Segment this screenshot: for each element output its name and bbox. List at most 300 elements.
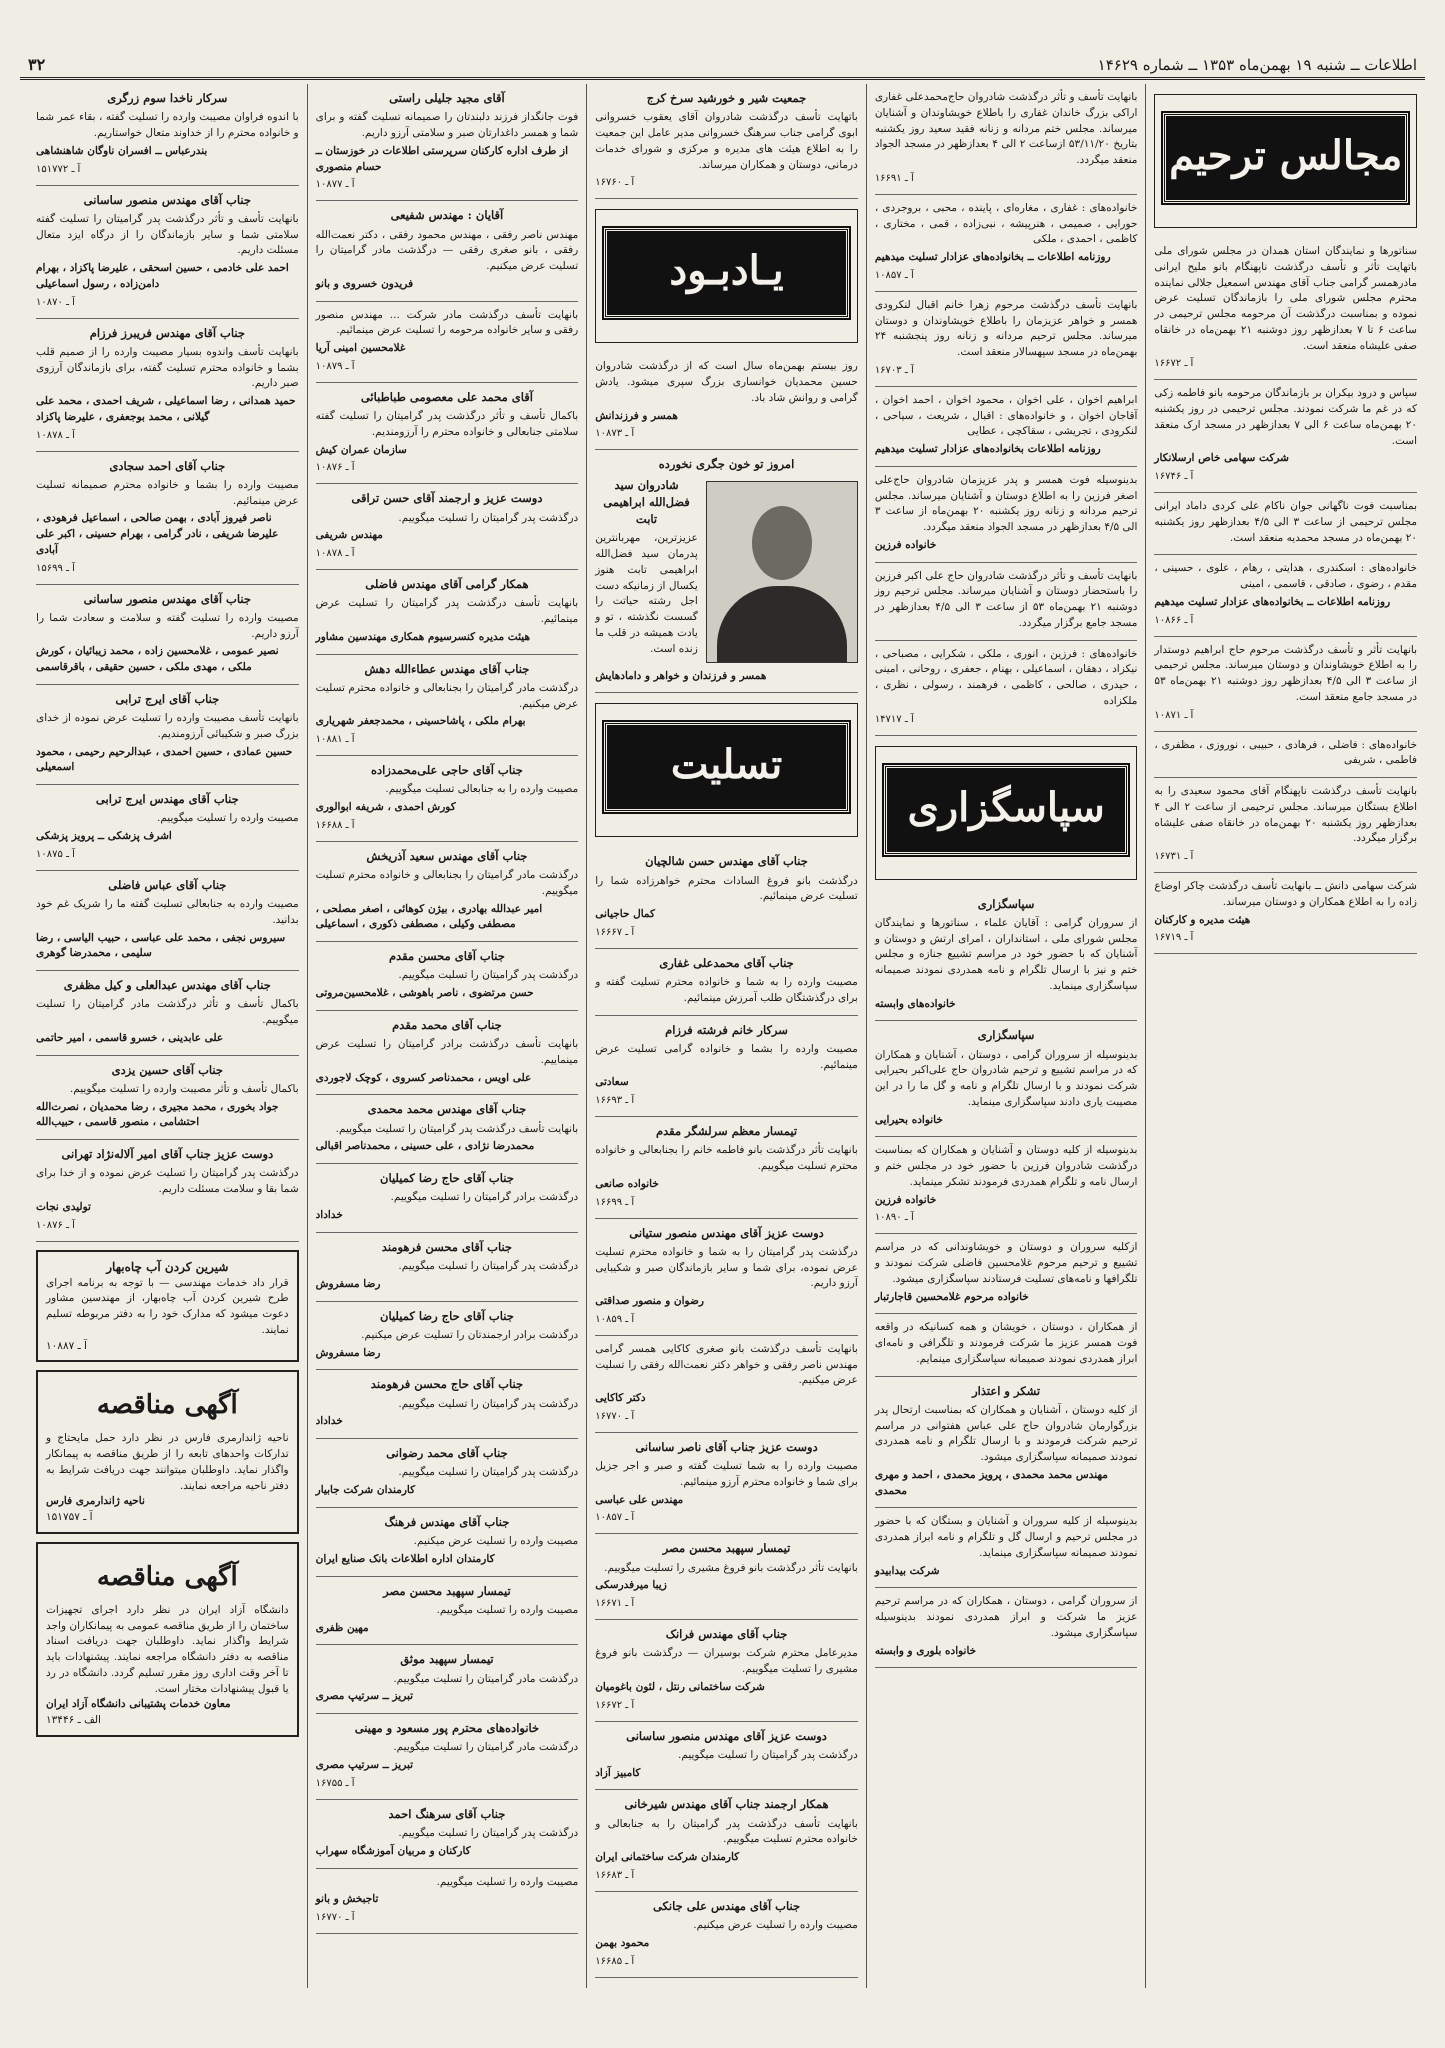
masthead-text: اطلاعات ــ شنبه ۱۹ بهمن‌ماه ۱۳۵۳ ــ شماره ۱۴۶۲۹	[1097, 56, 1417, 74]
notice-sig: خداداد	[315, 1209, 343, 1221]
banner-frame	[595, 703, 858, 837]
notice-title: جناب آقای مهندس علی جانکی	[652, 1898, 801, 1913]
notice-body: باکمال تأسف و تأثر درگذشت پدر گرامیتان را تسلیت گفته سلامتی جنابعالی و خانواده محترم را آرزومندیم.	[315, 410, 579, 438]
notice-sig: مهندس علی عباسی	[595, 1493, 684, 1506]
notice-body: بانهایت تأسف درگذشت پدر گرامیتان را تسلیت میگوییم.	[335, 1122, 579, 1135]
notice-body: باکمال تأسف و تأثر مصیبت وارده را تسلیت میگوییم.	[69, 1082, 299, 1095]
notice	[316, 655, 579, 757]
column-ads	[28, 84, 307, 1988]
notice-code: آ ـ ۱۰۸۷۱	[1154, 709, 1194, 721]
notice-sig: غلامحسین امینی آریا	[315, 342, 406, 354]
notice	[316, 1508, 579, 1577]
notice-code: آ ـ ۱۵۱۷۷۲	[36, 163, 81, 175]
notice-sig: هیئت مدیره کنسرسیوم همکاری مهندسین مشاور	[315, 630, 530, 643]
notice-code: آ ـ ۱۶۶۷۲	[1154, 358, 1194, 370]
notice	[316, 1370, 579, 1439]
notice-body: بانهایت تأسف درگذشت مادر شرکت ... مهندس منصور رفقی و سایر خانواده مرحومه را تسلیت عرض مینمائیم.	[315, 308, 579, 337]
notice-body: مصیبت وارده را بشما و خانواده گرامی تسلیت عرض مینمائیم.	[595, 1042, 858, 1071]
notice-title: جناب آقای حاج رضا کمیلیان	[380, 1171, 514, 1185]
notice	[316, 201, 579, 301]
notice-title: تیمسار سپهبد موثق	[400, 1652, 494, 1667]
notice-title: تشکر و اعتذار	[972, 1383, 1041, 1398]
notice-body: شرکت سهامی دانش ــ بانهایت تأسف درگذشت چاکر اوضاع زاده را به اطلاع همکاران و دوستان میرساند.	[1154, 880, 1417, 908]
notice-body: بانهایت تأسف و تأثر درگذشت شادروان حاج‌محمدعلی غفاری اراکی بزرگ خاندان غفاری را باطلاع خویشاوندان و آشنایان میرساند. مجلس ختم مردانه و زنانه فقید سعید روز یکشنبه بتاریخ ۵۳/۱۱/۲۰ ازساعت ۲ الی ۴ بعدازظهر در مسجد الجواد منعقد میگردد.	[874, 91, 1138, 166]
notice	[595, 1790, 858, 1892]
notice-sig: محمود بهمن	[595, 1936, 650, 1949]
notice-body: مصیبت وارده را تسلیت عرض میکنیم.	[693, 1919, 858, 1931]
notice	[875, 292, 1138, 387]
notice-code: آ ـ ۱۰۸۵۷	[874, 269, 914, 281]
notice-body: بانهایت تأسف درگذشت برادر گرامیتان را تسلیت عرض مینماییم.	[315, 1038, 579, 1066]
notice-title: همکار ارجمند جناب آقای مهندس شیرخانی	[624, 1797, 829, 1812]
notice-code: آ ـ ۱۶۶۹۱	[874, 172, 914, 184]
notice-body: مصیبت وارده را تسلیت عرض میکنیم.	[413, 1535, 579, 1547]
notice-body: از سروران گرامی : آقایان علماء ، سناتورها و نمایندگان مجلس شورای ملی ، استانداران ، امرای ارتش و دوستان و آشنایان که با حضور خود در مراسم تشییع جنازه و مجلس ختم و نیز با ارسال تلگرام و نامه همدردی نمودند صمیمانه سپاسگزاری مینماید.	[874, 916, 1138, 992]
notice-code: آ ـ ۱۶۷۱۹	[1154, 932, 1194, 944]
notice-title: جناب آقای مهندس حسن شالچیان	[645, 854, 808, 869]
notice-body: باکمال تأسف و تأثر درگذشت مادر گرامیتان را تسلیت میگوییم.	[36, 998, 299, 1026]
notice-title: جناب آقای مهندس منصور ساسانی	[83, 591, 251, 606]
notice-body: مصیبت وارده را به شما تسلیت گفته و صبر و اجر جزیل برای شما و خانواده محترم آرزو مینمائیم.	[595, 1460, 858, 1488]
ad-tender-2	[36, 1542, 299, 1737]
portrait-head	[752, 506, 812, 580]
notice	[1154, 778, 1417, 873]
notice-title: همکار گرامی آقای مهندس فاضلی	[365, 577, 529, 591]
notice	[1154, 555, 1417, 636]
notice-sig: مهندس شریفی	[315, 529, 383, 542]
notice	[316, 302, 579, 383]
notice-code: آ ـ ۱۶۷۷۰	[595, 1410, 635, 1422]
notice-sig: روزنامه اطلاعات ــ بخانواده‌های عزادار تسلیت میدهیم	[874, 251, 1111, 263]
banner-sepasgozari: سپاسگزاری	[884, 765, 1129, 855]
notice-body: فوت جانگداز فرزند دلبندتان را صمیمانه تسلیت گفته و برای شما و همسر داغدارتان صبر و سلامتی آرزو داریم.	[315, 111, 579, 139]
notice-title: جناب آقای محمدعلی غفاری	[659, 955, 794, 970]
ad3-title: آگهی مناقصه	[96, 1561, 238, 1592]
notice-body: درگذشت پدر گرامیتان را تسلیت میگوییم.	[398, 969, 579, 982]
notice	[875, 1314, 1138, 1376]
column-condolences	[307, 84, 587, 1988]
notice	[1154, 380, 1417, 493]
notice	[36, 84, 299, 186]
notice	[316, 1714, 579, 1800]
notice-sig: مهندس محمد محمدی ، پرویز محمدی ، احمد و مهری محمدی	[874, 1468, 1108, 1497]
notice-title: جناب آقای احمد سجادی	[109, 458, 226, 473]
notice-title: جناب آقای مهندس ایرج ترابی	[95, 792, 239, 806]
notice-title: جناب آقای محمد رضوانی	[386, 1446, 508, 1460]
notice-sig: کورش احمدی ، شریفه ابوالوری	[315, 801, 456, 813]
notice-code: آ ـ ۱۵۶۹۹	[36, 562, 75, 574]
notice-body: درگذشت پدر گرامیتان را به شما و خانواده محترم تسلیت عرض نموده، برای شما و سایر بازماندگان صبر و شکیبایی آرزو داریم.	[595, 1245, 858, 1290]
notice-body: درگذشت پدر گرامیتان را تسلیت میگوییم.	[398, 1466, 579, 1479]
notice-list	[316, 84, 579, 1934]
notice-list	[875, 84, 1138, 736]
notice-body: خانواده‌های : فاضلی ، فرهادی ، حبیبی ، نوروزی ، مظفری ، فاطمی ، شریفی	[1154, 738, 1417, 767]
notice-title: آقایان : مهندس شفیعی	[390, 208, 504, 223]
notice-title: آقای مجید جلیلی راستی	[389, 91, 505, 105]
ad1-title: شیرین کردن آب چاه‌بهار	[106, 1259, 229, 1274]
notice	[316, 942, 579, 1011]
notice-body: با اندوه فراوان مصیبت وارده را تسلیت گفته ، بقاء عمر شما و خانواده محترم را از خداوند متعال خواستاریم.	[36, 111, 299, 139]
notice	[36, 785, 299, 871]
notice-list	[36, 84, 299, 1242]
notice	[1154, 637, 1417, 732]
notice	[595, 949, 858, 1016]
notice-code: آ ـ ۱۶۷۳۱	[1154, 851, 1194, 862]
notice-body: مصیبت وارده را بشما و خانواده محترم صمیمانه تسلیت عرض مینمائیم.	[36, 478, 299, 507]
notice	[36, 186, 299, 319]
notice-code: آ ـ ۱۶۶۷۲	[595, 1699, 635, 1711]
notice-code: آ ـ ۱۶۷۷۰	[315, 1912, 355, 1923]
notice	[875, 1234, 1138, 1314]
notice-body: مدیرعامل محترم شرکت بوسیران — درگذشت بانو فروغ مشیری را تسلیت میگوییم.	[595, 1647, 858, 1675]
notice-sig: محمدرضا نژادی ، علی حسینی ، محمدناصر اقبالی	[315, 1140, 535, 1153]
notice	[1154, 873, 1417, 954]
notice	[875, 890, 1138, 1022]
notice-sig: زیبا میرفدرسکی	[595, 1579, 667, 1592]
notice-body: درگذشت مادر گرامیتان را بجنابعالی و خانواده محترم تسلیت عرض میکنیم.	[315, 681, 579, 710]
memorial-body: روز بیستم بهمن‌ماه سال است که از درگذشت شادروان حسین محمدیان خوانساری بزرگ سپری میشود. یادش گرامی و روانش شاد باد.	[595, 360, 858, 404]
notice-body: بانهایت تأسف واندوه بسیار مصیبت وارده را از صمیم قلب بشما و خانواده محترم تسلیت گفته، برای بازماندگان آرزوی صبر داریم.	[36, 345, 299, 390]
notice-sig: خانواده فرزین	[874, 538, 937, 551]
banner-frame	[1154, 94, 1417, 228]
notice	[36, 1056, 299, 1141]
column-memorial	[586, 84, 866, 1988]
notice	[316, 1439, 579, 1508]
notice-body: بانهایت تأسف درگذشت پدر گرامیتان را به جنابعالی و خانواده محترم تسلیت میگوییم.	[595, 1817, 858, 1846]
notice-sig: خانواده‌های وابسته	[874, 997, 956, 1010]
ad-water-desalination	[36, 1250, 299, 1363]
notice-sig: نصیر عمومی ، غلامحسین زاده ، محمد زیبائیان ، کورش ملکی ، مهدی ملکی ، حسین حقیقی ، باقرقاسمی	[36, 645, 279, 673]
notice	[875, 467, 1138, 563]
notice	[316, 1800, 579, 1869]
notice	[316, 756, 579, 842]
notice-body: مصیبت وارده را تسلیت گفته و سلامت و سعادت شما را آرزو داریم.	[36, 611, 299, 640]
notice-body: درگذشت بانو فروغ السادات محترم خواهرزاده شما را تسلیت عرض مینمائیم.	[595, 874, 858, 903]
notice-sig: خانواده بحیرایی	[874, 1113, 943, 1126]
notice-sig: علی اویس ، محمدناصر کسروی ، کوچک لاجوردی	[315, 1071, 532, 1084]
ad3-body: دانشگاه آزاد ایران در نظر دارد اجرای تجهیزات ساختمان را از طریق مناقصه عمومی به پیمانکاران واجد شرایط واگذار نماید. داوطلبان جهت دریافت اسناد مناقصه به دفتر دانشگاه مراجعه نمایند. پیشنهادات باید تا آخر وقت اداری روز مقرر تسلیم گردد. دانشگاه در رد یا قبول پیشنهادات مختار است.	[46, 1603, 289, 1695]
notice-code: آ ـ ۱۶۶۸۳	[595, 1869, 635, 1881]
notice-sig: از طرف اداره کارکنان سرپرستی اطلاعات در خوزستان ــ حسام منصوری	[315, 144, 568, 173]
notice-body: خانواده‌های : فرزین ، انوری ، ملکی ، شکرایی ، مصباحی ، نیکزاد ، دهقان ، اسماعیلی ، بهنام ، جعفری ، روحانی ، امینی ، حیدری ، صالحی ، کاظمی ، فرهمند ، رسولی ، نظری ، ملکزاده	[874, 647, 1138, 707]
column-obituaries	[1145, 84, 1425, 1988]
notice-body: خانواده‌های : اسکندری ، هدایتی ، رهام ، علوی ، حسینی ، مقدم ، رضوی ، صادقی ، قاسمی ، امینی	[1154, 562, 1417, 590]
notice-sig: تولیدی نجات	[36, 1200, 91, 1213]
notice-sig: دکتر کاکایی	[595, 1392, 646, 1404]
notice-code: آ ـ ۱۰۸۷۹	[315, 360, 355, 372]
notice-body: مصیبت وارده را تسلیت میگوییم.	[436, 1603, 579, 1616]
notice-code: آ ـ ۱۰۸۷۸	[315, 548, 355, 559]
notice-body: درگذشت پدر گرامیتان را تسلیت میگوییم.	[398, 511, 579, 524]
notice-body: درگذشت مادر گرامیتان را تسلیت میگوییم.	[393, 1672, 579, 1685]
notice-body: بانهایت تأسف مصیبت وارده را تسلیت عرض نموده از خدای بزرگ صبر و شکیبائی آرزومندیم.	[36, 712, 299, 740]
notice-body: بانهایت تأسف و تأثر درگذشت شادروان حاج علی اکبر فرزین را باستحضار دوستان و آشنایان میرساند. مجلس ترحیم روز دوشنبه ۲۱ بهمن‌ماه ۵۳ از ساعت ۳ الی ۴/۵ بعدازظهر در مسجد جامع برگزار میگردد.	[874, 569, 1138, 629]
notice-body: بانهایت تأثر و تأسف درگذشت مرحوم حاج ابراهیم دوستدار را به اطلاع خویشاوندان و دوستان میرساند. مجلس ترحیمی از ساعت ۳ الی ۴/۵ بعدازظهر روز دوشنبه ۲۱ بهمن‌ماه ۵۳ در مسجد جامع منعقد است.	[1154, 643, 1417, 703]
notice-body: بانهایت تأثر درگذشت بانو فاطمه خانم را بجنابعالی و خانواده محترم تسلیت میگوییم.	[595, 1144, 858, 1172]
portrait-sig: همسر و فرزندان و خواهر و دامادهایش	[595, 669, 767, 682]
notice-sig: روزنامه اطلاعات ــ بخانواده‌های عزادار تسلیت میدهیم	[1154, 595, 1391, 608]
notice-title: تیمسار معظم سرلشگر مقدم	[656, 1124, 798, 1138]
notice-code: آ ـ ۱۶۷۶۰	[595, 177, 635, 189]
notice	[595, 1722, 858, 1791]
memorial-code: آ ـ ۱۰۸۷۳	[595, 428, 635, 440]
ad1-code: آ ـ ۱۰۸۸۷	[46, 1339, 87, 1352]
portrait-shoulders	[717, 586, 847, 662]
notice-code: آ ـ ۱۰۸۵۷	[595, 1512, 635, 1524]
notice-body: بدینوسیله از کلیه دوستان و آشنایان و همکاران که بمناسبت درگذشت شادروان فرزین با حضور خود در مجلس ختم و ارسال نامه و تلگرام همدردی فرمودند تشکر مینماید.	[874, 1144, 1138, 1188]
notice	[316, 1233, 579, 1302]
notice-code: آ ـ ۱۰۸۵۹	[595, 1313, 635, 1325]
notice-body: از همکاران ، دوستان ، خویشان و همه کسانیکه در واقعه فوت همسر عزیز ما شرکت فرمودند و تلگرافی و نامه‌ای ابراز همدردی نمودند صمیمانه سپاسگزاری مینمایم.	[874, 1321, 1138, 1365]
notice-sig: خانواده صانعی	[595, 1177, 659, 1190]
notice-sig: شرکت ساختمانی رنتل ، لئون باغومیان	[595, 1680, 765, 1693]
notice-body: مصیبت وارده را تسلیت میگوییم.	[436, 1875, 579, 1888]
notice-sig: ناصر فیروز آبادی ، بهمن صالحی ، اسماعیل فرهودی ، علیرضا شریفی ، نادر گرامی ، بهرام حسینی ، اکبر علی آبادی	[36, 512, 279, 556]
page-number: ۳۲	[28, 55, 46, 74]
notice-title: تیمسار سپهبد محسن مصر	[383, 1583, 511, 1598]
notice-sig: هیئت مدیره و کارکنان	[1154, 913, 1251, 926]
notice-body: بدینوسیله فوت همسر و پدر عزیزمان شادروان حاج‌علی اصغر فرزین را به اطلاع دوستان و آشنایان میرساند. مجلس ترحیم مردانه و زنانه روز یکشنبه ۲۰ بهمن‌ماه از ساعت ۳ الی ۴/۵ بعدازظهر در مسجد الجواد منعقد میگردد.	[874, 473, 1138, 533]
notice-body: باتهایت تأسف درگذشت شادروان آقای یعقوب خسروانی ابوی گرامی جناب سرهنگ خسروانی مدیر عامل این جمعیت را به اطلاع هیئت های مدیره و مرکزی و شورای خدمات درمانی، دوستان و همکاران میرساند.	[595, 111, 858, 171]
notice	[36, 685, 299, 785]
notice-title: دوست عزیز جناب آقای ناصر ساسانی	[635, 1439, 818, 1454]
notice	[1154, 238, 1417, 380]
notice-title: جناب آقای محسن فرهومند	[381, 1239, 513, 1254]
notice-sig: کارکنان و مربیان آموزشگاه سهراب	[315, 1844, 471, 1857]
notice-code: آ ـ ۱۶۶۸۵	[595, 1955, 635, 1967]
notice-sig: سیروس نجفی ، محمد علی عباسی ، حبیب الیاسی ، رضا سلیمی ، محمدرضا گوهری	[36, 931, 286, 960]
notice-sig: کمال حاجیانی	[595, 908, 655, 920]
notice-title: جناب آقای حاج رضا کمیلیان	[380, 1308, 514, 1323]
notice-code: آ ـ ۱۶۷۵۵	[315, 1777, 355, 1789]
notice	[875, 1137, 1138, 1234]
notice-body: درگذشت پدر گرامیتان را تسلیت میگوییم.	[678, 1748, 858, 1761]
banner-frame	[875, 746, 1138, 880]
ad1-body: قرار داد خدمات مهندسی — با توجه به برنامه اجرای طرح شیرین کردن آب چاه‌بهار، از مهندسین مشاور دعوت میشود که مدارک خود را به دفتر مربوطه تسلیم نمایند.	[46, 1276, 289, 1336]
notice-sig: مهین ظفری	[315, 1621, 369, 1634]
notice-body: بمناسبت فوت ناگهانی جوان ناکام علی کردی داماد ایرانی مجلس ترحیمی از ساعت ۳ الی ۴/۵ بعدازظهر روز یکشنبه ۲۰ بهمن‌ماه در مسجد محمدیه منعقد است.	[1154, 500, 1417, 544]
banner-tasliat: تسلیت	[604, 722, 849, 812]
notice	[875, 1508, 1138, 1588]
notice-body: بانهایت تأسف درگذشت بانو صغری کاکایی همسر گرامی مهندس ناصر رفقی و خواهر دکتر نعمت‌الله رفقی را تسلیت عرض میکنیم.	[595, 1342, 858, 1387]
notice-title: جناب آقای مهندس سعید آذریخش	[366, 848, 528, 863]
notice-title: جناب آقای حاجی علی‌محمدزاده	[371, 763, 523, 777]
notice	[316, 484, 579, 570]
memorial-notice	[595, 353, 858, 450]
masthead	[20, 44, 1425, 80]
banner-majales-tarhim: مجالس ترحیم	[1163, 113, 1408, 203]
memorial-poem: امروز تو خون جگری نخورده	[658, 457, 795, 472]
notice	[875, 641, 1138, 736]
notice-body: درگذشت پدر گرامیتان را تسلیت عرض نموده و از خدا برای شما بقا و سلامت مسئلت داریم.	[36, 1167, 299, 1195]
notice-code: آ ـ ۱۶۶۹۳	[595, 1095, 635, 1106]
portrait-name: شادروان سید فضل‌الله ابراهیمی تابت	[603, 477, 690, 526]
notice	[316, 1577, 579, 1646]
notice	[36, 1140, 299, 1242]
notice-body: بانهایت تأثر درگذشت بانو فروغ مشیری را تسلیت میگوییم.	[604, 1561, 858, 1574]
notice-body: بانهایت تأسف درگذشت پدر گرامیتان را تسلیت عرض مینمائیم.	[315, 597, 579, 625]
portrait-body: عزیزترین، مهربانترین پدرمان سید فضل‌الله ابراهیمی تابت هنوز یکسال از زمانیکه دست اجل رشته حیاتت را گسست نگذشته ، تو و یادت همیشه در قلب ما زنده است.	[595, 532, 698, 655]
notice-title: سرکار ناخدا سوم زرگری	[107, 91, 228, 105]
notice-sig: شرکت سهامی خاص ارسلانکار	[1154, 452, 1289, 465]
portrait-photo	[706, 481, 858, 663]
notice	[316, 1645, 579, 1714]
notice	[316, 1302, 579, 1371]
notice-body: بدینوسیله از کلیه سروران و آشنایان و بستگان که با حضور در مجلس ترحیم و ارسال گل و تلگرام و نامه ابراز همدردی نمودند صمیمانه سپاسگزاری مینماید.	[874, 1515, 1138, 1559]
notice-title: جناب آقای مهندس عبدالعلی و کیل مظفری	[63, 978, 271, 992]
notice-title: جناب آقای مهندس منصور ساسانی	[83, 192, 251, 207]
notice-title: دوست عزیز آقای مهندس منصور ستیانی	[629, 1225, 824, 1240]
notice-code: آ ـ ۱۰۸۶۶	[1154, 614, 1194, 626]
notice	[36, 871, 299, 971]
notice-title: جناب آقای ایرج ترابی	[115, 691, 220, 706]
notice-body: بانهایت تأسف درگذشت مرحوم زهرا خانم اقبال لنکرودی همسر و خواهر عزیزمان را باطلاع خویشاوندان و دوستان میرساند. مجلس ترحیم مردانه و زنانه روز پنجشنبه ۲۴ بهمن‌ماه در مسجد سپهسالار منعقد است.	[874, 298, 1138, 358]
notice-code: آ ـ ۱۶۷۰۳	[874, 364, 914, 376]
notice-sig: رضوان و منصور صداقتی	[595, 1295, 704, 1307]
notice	[595, 847, 858, 949]
notice-sig: رضا مسفروش	[315, 1346, 381, 1359]
notice-code: آ ـ ۱۴۷۱۷	[874, 713, 914, 725]
notice-title: خانواده‌های محترم پور مسعود و مهینی	[354, 1721, 540, 1735]
notice-sig: اشرف پزشکی ــ پرویز پزشکی	[36, 830, 172, 842]
ad2-body: ناحیه ژاندارمری فارس در نظر دارد حمل مایحتاج و تدارکات واحدهای تابعه را از طریق مناقصه به پیمانکار واگذار نماید. داوطلبان میتوانند جهت دریافت شرایط به دفتر ناحیه مراجعه نمایند.	[46, 1432, 289, 1492]
notice-code: آ ـ ۱۰۸۷۰	[36, 296, 75, 308]
notice-code: آ ـ ۱۰۸۷۸	[36, 429, 75, 441]
notice-title: سپاسگزاری	[977, 1028, 1035, 1043]
columns	[28, 84, 1425, 1988]
notice-sig: رضا مسفروش	[315, 1277, 381, 1290]
notice	[316, 383, 579, 485]
notice	[316, 1011, 579, 1096]
notice-title: دوست عزیز آقای مهندس منصور ساسانی	[626, 1728, 827, 1743]
notice-title: جناب آقای محسن مقدم	[388, 949, 505, 963]
notice-sig: جواد بخوری ، محمد مجیری ، رضا محمدیان ، نصرت‌الله احتشامی ، منصور قاسمی ، حبیب‌الله	[36, 1100, 279, 1129]
notice	[1154, 732, 1417, 779]
notice-code: آ ـ ۱۶۶۸۸	[315, 819, 355, 831]
notice	[36, 452, 299, 585]
notice-body: از سروران گرامی ، دوستان ، همکاران که در مراسم ترحیم عزیز ما شرکت و ابراز همدردی نمودند بدینوسیله سپاسگزاری میشود.	[874, 1595, 1138, 1639]
notice	[595, 1336, 858, 1433]
notice-sig: شرکت بیدابیدو	[874, 1564, 940, 1577]
notice-title: جناب آقای مهندس فریبرز فرزام	[89, 325, 245, 340]
notice	[875, 563, 1138, 641]
notice-body: درگذشت مادر گرامیتان را بجنابعالی و خانواده محترم تسلیت میگوییم.	[315, 869, 579, 897]
notice-sig: تبریز ــ سرتیپ مصری	[315, 1690, 414, 1703]
notice-sig: خانواده بلوری و وابسته	[874, 1644, 977, 1657]
portrait-notice	[595, 450, 858, 693]
notice	[595, 1219, 858, 1336]
notice-body: مصیبت وارده را به شما و خانواده محترم تسلیت گفته و برای درگذشتگان طلب آمرزش مینمائیم.	[595, 976, 858, 1004]
column-thanks	[866, 84, 1146, 1988]
notice-title: دوست عزیز جناب آقای امیر آلاله‌نژاد تهرانی	[61, 1147, 274, 1161]
notice	[595, 1534, 858, 1620]
notice-title: دوست عزیز و ارجمند آقای حسن تراقی	[351, 491, 543, 506]
notice-body: مصیبت وارده به جنابعالی تسلیت گفته ما را شریک غم خود بدانید.	[36, 898, 299, 926]
notice-body: درگذشت برادر ارجمندتان را تسلیت عرض میکنیم.	[361, 1328, 579, 1341]
notice-body: مصیبت وارده را تسلیت میگوییم.	[156, 812, 299, 825]
notice-sig: امیر عبدالله بهادری ، بیژن کوهائی ، اصغر مصلحی ، مصطفی وکیلی ، مصطفی ذکوری ، اسماعیلی	[315, 902, 543, 931]
ad2-title: آگهی مناقصه	[96, 1390, 238, 1421]
notice	[875, 1377, 1138, 1509]
notice-body: درگذشت مادر گرامیتان را تسلیت میگوییم.	[393, 1741, 579, 1754]
notice-sig: حمید همدانی ، رضا اسماعیلی ، شریف احمدی ، محمد علی گیلانی ، محمد بوجعفری ، علیرضا پاکزاد	[36, 395, 296, 423]
notice-code: آ ـ ۱۶۶۶۷	[595, 926, 635, 938]
notice-body: ابراهیم اخوان ، علی اخوان ، محمود اخوان ، احمد اخوان ، آقاجان اخوان ، و خانواده‌های : اقبال ، شریعت ، سیاحی ، لنکرودی ، تجریشی ، سقاکچی ، عطایی	[874, 393, 1138, 438]
notice	[595, 1016, 858, 1118]
notice-list	[1154, 238, 1417, 954]
notice-title: جناب آقای محمد مقدم	[392, 1017, 502, 1032]
notice-code: آ ـ ۱۰۸۸۱	[315, 734, 355, 745]
notice-code: آ ـ ۱۰۸۷۶	[36, 1219, 75, 1231]
notice	[875, 1021, 1138, 1137]
notice	[1154, 493, 1417, 555]
notice-code: آ ـ ۱۶۷۴۶	[1154, 471, 1194, 482]
notice-sig: خانواده مرحوم غلامحسین قاجارتبار	[874, 1290, 1029, 1303]
notice-sig: حسین عمادی ، حسین احمدی ، عبدالرحیم رحیمی ، محمود اسمعیلی	[36, 745, 293, 774]
notice	[875, 195, 1138, 292]
notice-code: آ ـ ۱۰۸۷۷	[315, 179, 355, 191]
notice-sig: خانواده فرزین	[874, 1193, 937, 1206]
notice-list	[875, 890, 1138, 1669]
notice-sig: کارمندان شرکت ساختمانی ایران	[595, 1851, 740, 1863]
notice	[316, 842, 579, 942]
notice	[36, 585, 299, 685]
notice-body: درگذشت پدر گرامیتان را تسلیت میگوییم.	[398, 1827, 579, 1839]
notice-sig: حسن مرتضوی ، ناصر باهوشی ، غلامحسین‌مروتی	[315, 987, 534, 999]
notice-sig: خداداد	[315, 1415, 343, 1428]
notice-title: جناب آقای سرهنگ احمد	[388, 1806, 506, 1821]
notice-title: جناب آقای مهندس عطاءالله دهش	[364, 661, 530, 676]
notice	[595, 84, 858, 199]
notice-body: بانهایت تأسف درگذشت ناپهنگام آقای محمود سعیدی را به اطلاع بستگان میرساند. مجلس ترحیمی از ساعت ۲ الی ۴ بعدازظهر روز یکشنبه ۲۰ بهمن‌ماه در خانقاه صفی علیشاه برگزار میگردد.	[1154, 785, 1417, 845]
notice	[316, 1164, 579, 1233]
notice-code: آ ـ ۱۰۸۷۵	[36, 848, 75, 860]
ad-tender-1	[36, 1370, 299, 1534]
notice-title: جناب آقای حسین یزدی	[111, 1062, 224, 1077]
notice-code: آ ـ ۱۰۸۷۶	[315, 462, 355, 474]
notice-title: جناب آقای مهندس فرانک	[665, 1627, 788, 1641]
notice-title: جمعیت شیر و خورشید سرخ کرج	[646, 91, 807, 105]
notice	[316, 84, 579, 201]
notice	[316, 1869, 579, 1935]
notice-sig: فریدون خسروی و بانو	[315, 277, 414, 290]
notice-sig: سعادتی	[595, 1076, 629, 1089]
notice	[316, 1095, 579, 1164]
notice-body: از کلیه دوستان ، آشنایان و همکاران که بمناسبت ارتحال پدر بزرگوارمان شادروان حاج علی عباس هفتوانی در مراسم ترحیم شرکت فرمودند و با ارسال تلگرام و نامه همدردی نمودند صمیمانه سپاسگزاری میشود.	[874, 1403, 1138, 1463]
notice-body: درگذشت برادر گرامیتان را تسلیت میگوییم.	[390, 1191, 579, 1204]
notice-body: درگذشت پدر گرامیتان را تسلیت میگوییم.	[398, 1260, 579, 1272]
notice	[595, 1117, 858, 1219]
notice-title: سپاسگزاری	[977, 896, 1035, 911]
notice-sig: بندرعباس ــ افسران ناوگان شاهنشاهی	[36, 144, 208, 157]
notice-title: جناب آقای مهندس محمد محمدی	[367, 1102, 527, 1117]
ad3-code: الف ـ ۱۳۴۴۶	[46, 1714, 101, 1726]
notice-body: مهندس ناصر رفقی ، مهندس محمود رفقی ، دکتر نعمت‌الله رفقی ، بانو صغری رفقی — درگذشت مادر گرامیتان را تسلیت عرض میکنیم.	[315, 228, 579, 272]
notice	[875, 1588, 1138, 1668]
notice-title: آقای محمد علی معصومی طباطبائی	[360, 389, 533, 404]
notice-body: سپاس و درود بیکران بر بازماندگان مرحومه بانو فاطمه زکی که در غم ما شرکت نمودند. مجلس ترحیمی در روز یکشنبه ۲۰ بهمن‌ماه ساعت ۶ الی ۷ بعدازظهر در مسجد ارک منعقد است.	[1154, 387, 1417, 447]
notice	[36, 971, 299, 1056]
notice-body: بانهایت تأسف و تأثر درگذشت پدر گرامیتان را تسلیت گفته سلامتی شما و سایر بازماندگان را از درگاه ایزد متعال مسئلت داریم.	[36, 212, 299, 257]
notice-sig: روزنامه اطلاعات بخانواده‌های عزادار تسلیت میدهیم	[874, 443, 1101, 455]
notice-code: آ ـ ۱۶۶۷۱	[595, 1598, 635, 1609]
banner-frame	[595, 209, 858, 343]
notice-list	[595, 84, 858, 199]
notice-sig: کارمندان اداره اطلاعات بانک صنایع ایران	[315, 1552, 495, 1565]
ad3-sig: معاون خدمات پشتیبانی دانشگاه آزاد ایران	[46, 1698, 231, 1711]
notice-title: سرکار خانم فرشته فرزام	[665, 1022, 788, 1037]
notice-code: آ ـ ۱۶۶۹۹	[595, 1196, 635, 1208]
